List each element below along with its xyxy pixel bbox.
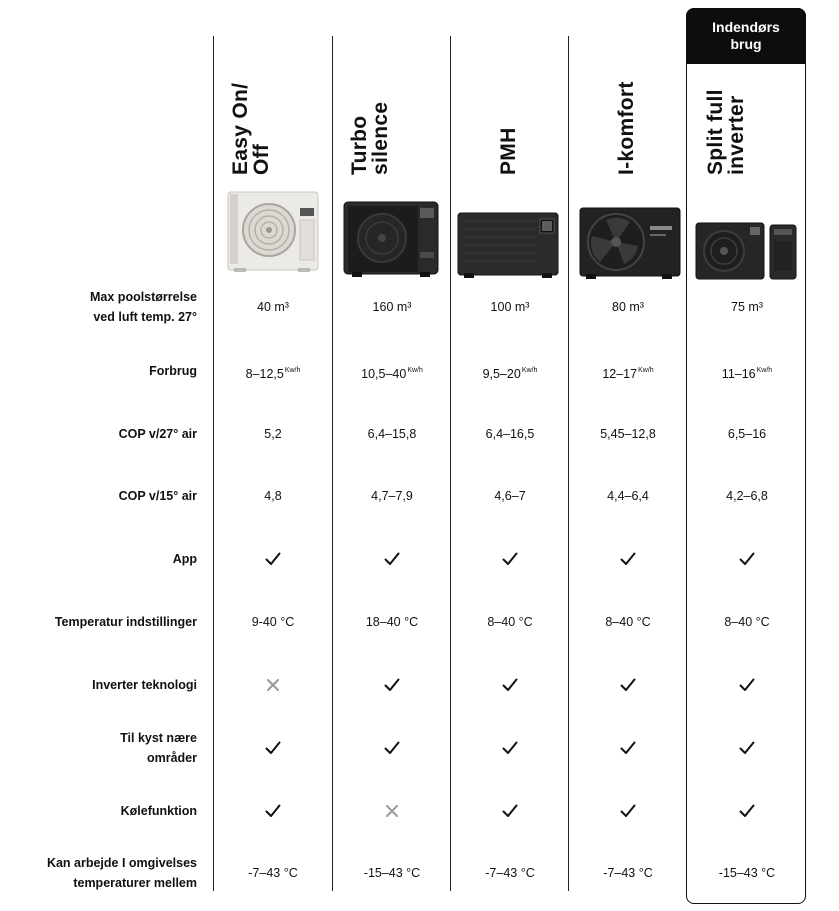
row-label-line1: Forbrug	[149, 364, 197, 378]
row-label-line1: COP v/27° air	[118, 427, 197, 441]
table-cell	[214, 424, 332, 444]
table-cell	[451, 361, 569, 384]
row-label	[7, 486, 197, 506]
product-name-i-komfort: I-komfort	[615, 81, 638, 175]
product-name-easy-on-off: Easy On/ Off	[229, 82, 273, 175]
check-icon	[333, 738, 451, 761]
indoor-use-badge-line1: Indendørs	[712, 19, 780, 35]
cell-value: 8–40 °C	[487, 615, 533, 629]
cell-value: 10,5–40	[361, 367, 407, 381]
indoor-use-badge-line2: brug	[730, 36, 762, 52]
black-heat-pump-icon	[578, 198, 682, 288]
check-icon	[569, 738, 687, 761]
row-label-line1: Kølefunktion	[120, 804, 197, 818]
table-cell	[569, 297, 687, 317]
cell-value: -15–43 °C	[363, 866, 421, 880]
table-cell	[214, 361, 332, 384]
cell-value: 75 m³	[731, 300, 763, 314]
cell-value: 4,6–7	[494, 489, 526, 503]
row-label	[7, 728, 197, 768]
table-cell	[214, 612, 332, 632]
cell-value: 160 m³	[372, 300, 412, 314]
table-cell	[569, 424, 687, 444]
table-cell	[688, 424, 806, 444]
check-icon	[739, 552, 755, 566]
table-cell	[333, 361, 451, 384]
cell-value: 6,5–16	[727, 427, 767, 441]
cell-value: 12–17	[602, 367, 638, 381]
row-label	[7, 287, 197, 327]
check-icon	[688, 549, 806, 572]
check-icon	[502, 678, 518, 692]
column-divider	[213, 36, 214, 891]
cell-value: 9,5–20	[482, 367, 521, 381]
table-cell	[569, 612, 687, 632]
cell-unit: Kw/h	[284, 367, 301, 374]
check-icon	[739, 741, 755, 755]
check-icon	[451, 801, 569, 824]
check-icon	[265, 552, 281, 566]
check-icon	[384, 678, 400, 692]
table-cell	[569, 361, 687, 384]
check-icon	[384, 741, 400, 755]
table-cell	[569, 863, 687, 883]
table-cell	[333, 297, 451, 317]
check-icon	[739, 804, 755, 818]
cell-value: 8–40 °C	[724, 615, 770, 629]
table-cell	[451, 297, 569, 317]
check-icon	[688, 738, 806, 761]
check-icon	[620, 552, 636, 566]
cell-value: 18–40 °C	[365, 615, 419, 629]
check-icon	[502, 741, 518, 755]
check-icon	[502, 804, 518, 818]
row-label	[7, 424, 197, 444]
row-label-line2: ved luft temp. 27°	[93, 310, 197, 324]
black-heat-pump-icon	[456, 198, 562, 288]
cross-icon	[214, 675, 332, 698]
cross-icon	[385, 804, 399, 818]
check-icon	[620, 804, 636, 818]
check-icon	[739, 678, 755, 692]
cross-icon	[333, 801, 451, 824]
cell-value: -7–43 °C	[485, 866, 535, 880]
check-icon	[620, 741, 636, 755]
table-cell	[333, 424, 451, 444]
cell-value: 100 m³	[490, 300, 530, 314]
table-cell	[333, 863, 451, 883]
cell-value: 6,4–15,8	[367, 427, 417, 441]
check-icon	[214, 549, 332, 572]
check-icon	[451, 738, 569, 761]
table-cell	[451, 863, 569, 883]
row-label	[7, 801, 197, 821]
row-label	[7, 675, 197, 695]
cell-value: -7–43 °C	[248, 866, 298, 880]
cell-value: 4,7–7,9	[371, 489, 413, 503]
cell-value: -15–43 °C	[718, 866, 776, 880]
row-label-line1: Inverter teknologi	[92, 678, 197, 692]
table-cell	[214, 486, 332, 506]
table-cell	[688, 297, 806, 317]
check-icon	[569, 801, 687, 824]
table-cell	[688, 612, 806, 632]
cross-icon	[266, 678, 280, 692]
cell-value: 9-40 °C	[251, 615, 295, 629]
column-divider	[450, 36, 451, 891]
table-cell	[451, 424, 569, 444]
cell-value: 8–12,5	[245, 367, 284, 381]
row-label	[7, 549, 197, 569]
table-cell	[569, 486, 687, 506]
check-icon	[688, 801, 806, 824]
check-icon	[265, 804, 281, 818]
white-heat-pump-icon	[226, 186, 320, 276]
cell-value: 11–16	[721, 367, 756, 381]
table-cell	[214, 297, 332, 317]
cell-value: 6,4–16,5	[485, 427, 535, 441]
product-name-pmh: PMH	[497, 127, 520, 175]
table-cell	[333, 486, 451, 506]
row-label-line1: Kan arbejde I omgivelses	[46, 856, 197, 870]
check-icon	[333, 675, 451, 698]
check-icon	[451, 549, 569, 572]
cell-value: 8–40 °C	[605, 615, 651, 629]
row-label-line1: App	[172, 552, 197, 566]
product-name-split-full-inverter: Split full inverter	[704, 89, 748, 175]
table-cell	[451, 612, 569, 632]
check-icon	[214, 738, 332, 761]
row-label	[7, 612, 197, 632]
check-icon	[214, 801, 332, 824]
check-icon	[265, 741, 281, 755]
check-icon	[688, 675, 806, 698]
check-icon	[333, 549, 451, 572]
cell-value: 5,2	[264, 427, 282, 441]
split-heat-pump-icon	[694, 206, 802, 296]
cell-value: 80 m³	[612, 300, 644, 314]
check-icon	[620, 678, 636, 692]
row-label-line2: områder	[146, 751, 197, 765]
check-icon	[569, 549, 687, 572]
cell-value: -7–43 °C	[603, 866, 653, 880]
table-cell	[688, 863, 806, 883]
cell-value: 5,45–12,8	[600, 427, 656, 441]
table-cell	[333, 612, 451, 632]
table-cell	[214, 863, 332, 883]
cell-unit: Kw/h	[638, 367, 654, 374]
cell-value: 4,4–6,4	[607, 489, 649, 503]
product-name-turbo-silence: Turbo silence	[348, 101, 392, 175]
row-label-line1: Til kyst nære	[120, 731, 197, 745]
cell-unit: Kw/h	[521, 367, 538, 374]
check-icon	[569, 675, 687, 698]
cell-value: 4,8	[264, 489, 282, 503]
black-heat-pump-icon	[342, 194, 440, 284]
check-icon	[451, 675, 569, 698]
table-cell	[688, 486, 806, 506]
row-label-line1: Temperatur indstillinger	[54, 615, 197, 629]
check-icon	[384, 552, 400, 566]
column-divider	[332, 36, 333, 891]
table-cell	[451, 486, 569, 506]
cell-unit: Kw/h	[756, 367, 773, 374]
cell-value: 4,2–6,8	[726, 489, 768, 503]
check-icon	[502, 552, 518, 566]
row-label-line1: COP v/15° air	[118, 489, 197, 503]
row-label-line1: Max poolstørrelse	[90, 290, 197, 304]
cell-unit: Kw/h	[407, 367, 423, 374]
row-label	[7, 853, 197, 893]
cell-value: 40 m³	[257, 300, 289, 314]
row-label	[7, 361, 197, 381]
row-label-line2: temperaturer mellem	[73, 876, 197, 890]
table-cell	[688, 361, 806, 384]
